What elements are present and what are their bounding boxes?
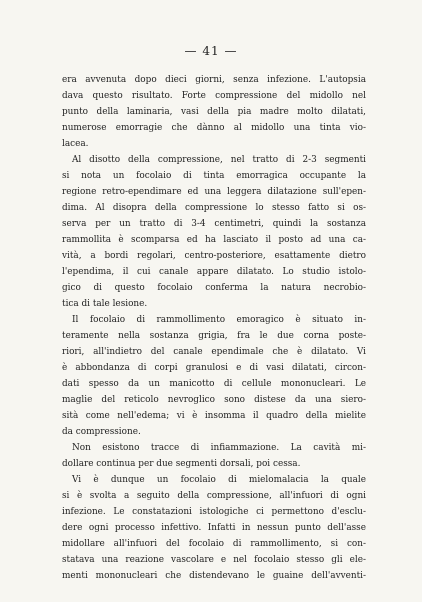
text-line: era avvenuta dopo dieci giorni, senza infezione. L'autopsia <box>62 75 366 85</box>
text-line: midollare all'infuori del focolaio di rammollimento, si con- <box>62 539 366 549</box>
text-line: si è svolta a seguito della compressione, all'infuori di ogni <box>62 491 366 501</box>
text-line: è abbondanza di corpi granulosi e di vasi dilatati, circon- <box>62 363 366 373</box>
text-line: dima. Al disopra della compressione lo stesso fatto si os- <box>62 203 366 213</box>
text-line: infezione. Le constatazioni istologiche ci permettono d'esclu- <box>62 507 366 517</box>
text-line: punto della laminaria, vasi della pia madre molto dilatati, <box>62 107 366 117</box>
text-line: Al disotto della compressione, nel tratto di 2-3 segmenti <box>72 155 366 165</box>
text-line: teramente nella sostanza grigia, fra le due corna poste- <box>62 331 366 341</box>
text-line: statava una reazione vascolare e nel focolaio stesso gli ele- <box>62 555 366 565</box>
text-line: Non esistono tracce di infiammazione. La cavità mi- <box>72 443 366 453</box>
body-text <box>62 72 366 584</box>
text-line: menti mononucleari che distendevano le guaine dell'avventi- <box>62 571 366 581</box>
text-line: maglie del reticolo nevroglico sono distese da una siero- <box>62 395 366 405</box>
text-line: dati spesso da un manicotto di cellule mononucleari. Le <box>62 379 366 389</box>
text-line: numerose emorragie che dànno al midollo una tinta vio- <box>62 123 366 133</box>
text-line: lacea. <box>62 139 89 149</box>
text-line: dere ogni processo infettivo. Infatti in nessun punto dell'asse <box>62 523 366 533</box>
text-line: gico di questo focolaio conferma la natura necrobio- <box>62 283 366 293</box>
text-line: serva per un tratto di 3-4 centimetri, quindi la sostanza <box>62 219 366 229</box>
text-line: Il focolaio di rammollimento emoragico è situato in- <box>72 315 366 325</box>
text-line: Vi è dunque un focolaio di mielomalacia la quale <box>72 475 366 485</box>
page-number: — 41 — <box>184 44 238 58</box>
text-line: regione retro-ependimare ed una leggera dilatazione sull'epen- <box>62 187 366 197</box>
text-line: si nota un focolaio di tinta emorragica occupante la <box>62 171 366 181</box>
text-line: rammollita è scomparsa ed ha lasciato il posto ad una ca- <box>62 235 366 245</box>
text-line: sità come nell'edema; vi è insomma il quadro della mielite <box>62 411 366 421</box>
text-line: da compressione. <box>62 427 141 437</box>
text-line: tica di tale lesione. <box>62 299 148 309</box>
text-line: riori, all'indietro del canale ependimale che è dilatato. Vi <box>62 347 366 357</box>
text-line: dollare continua per due segmenti dorsali, poi cessa. <box>62 459 301 469</box>
text-line: dava questo risultato. Forte compressione del midollo nel <box>62 91 366 101</box>
text-line: l'ependima, il cui canale appare dilatato. Lo studio istolo- <box>62 267 366 277</box>
text-line: vità, a bordi regolari, centro-posteriore, esattamente dietro <box>62 251 366 261</box>
